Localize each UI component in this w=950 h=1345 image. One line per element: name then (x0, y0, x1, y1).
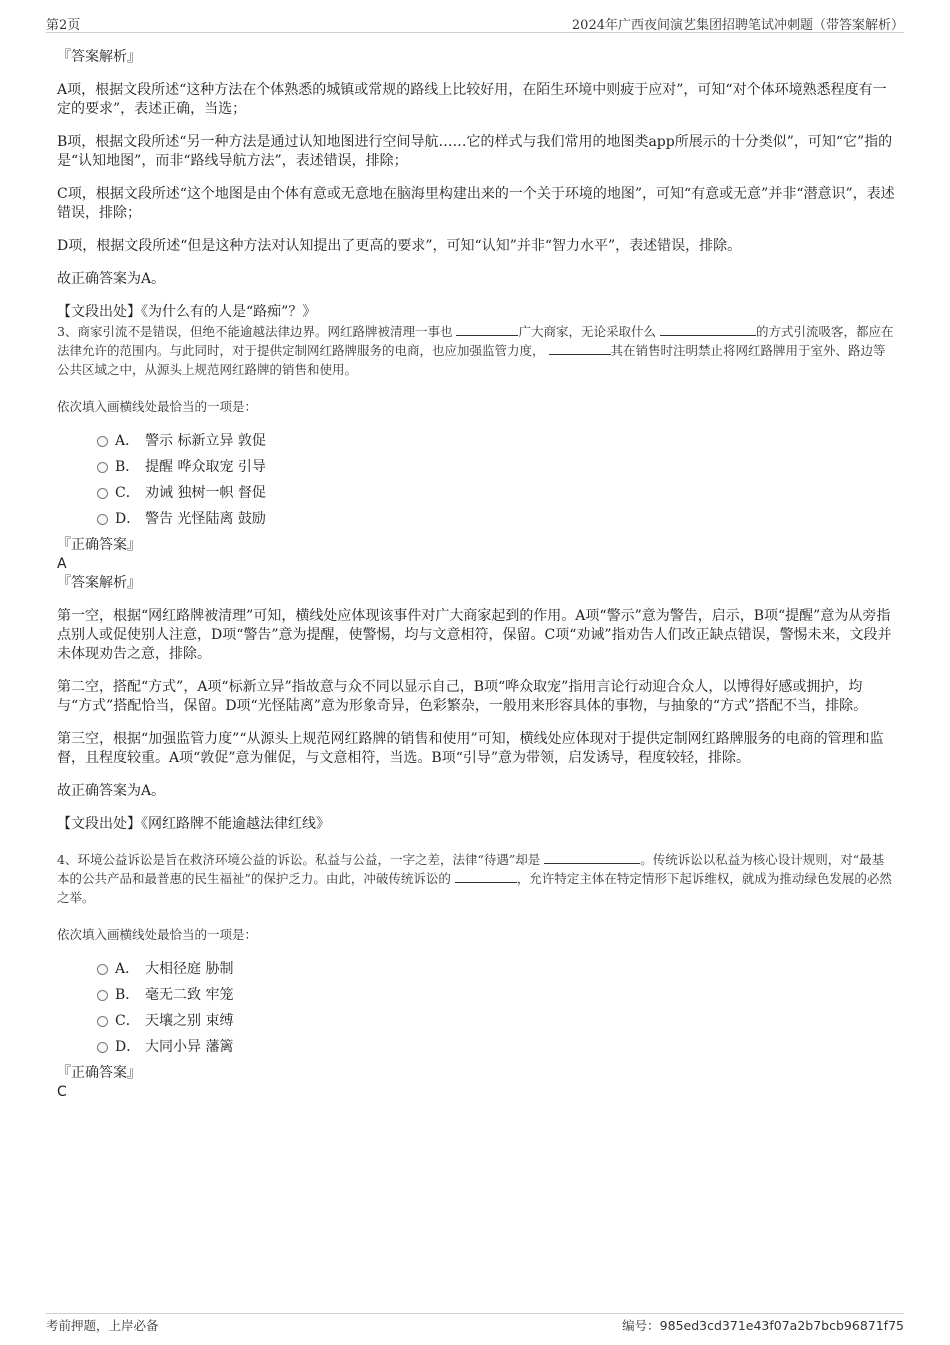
q4-answer: C (57, 1084, 67, 1100)
q4-stem: 4、环境公益诉讼是旨在救济环境公益的诉讼。私益与公益，一字之差，法律“待遇”却是 。传统诉讼以私益为核心设计规则，对“最基本的公共产品和最普惠的民生福祉”的保护乏力。由此，冲破传统诉讼的 ，允许特定主体在特定情形下起诉维权，就成为推动绿色发展的必然之举。 (57, 852, 892, 905)
q3-option-b[interactable]: B． 提醒 哗众取宠 引导 (57, 454, 895, 480)
footer-slogan: 考前押题，上岸必备 (46, 1318, 159, 1333)
radio-icon[interactable] (97, 514, 108, 525)
q3-option-a[interactable]: A． 警示 标新立异 敦促 (57, 428, 895, 454)
q3-prompt: 依次填入画横线处最恰当的一项是： (57, 399, 258, 414)
q3-option-c[interactable]: C． 劝诫 独树一帜 督促 (57, 480, 895, 506)
q3-option-d[interactable]: D． 警告 光怪陆离 鼓励 (57, 506, 895, 532)
document-body (57, 48, 895, 1102)
q3-blank-3 (549, 341, 611, 355)
q2-analysis-c: C项，根据文段所述“这个地图是由个体有意或无意地在脑海里构建出来的一个关于环境的地图”，可知“有意或无意”并非“潜意识”，表述错误，排除； (57, 186, 895, 221)
q4-blank-1 (544, 850, 640, 864)
radio-icon[interactable] (97, 436, 108, 447)
page-header (46, 14, 904, 33)
q3-analysis-heading: 『答案解析』 (57, 575, 141, 591)
q3-analysis-3: 第三空，根据“加强监管力度”“从源头上规范网红路牌的销售和使用”可知，横线处应体现对于提供定制网红路牌服务的电商的管理和监督，且程度较重。A项“敦促”意为催促，与文意相符，当选。B项“引导”意为带领，启发诱导，程度较轻，排除。 (57, 731, 884, 766)
q4-prompt: 依次填入画横线处最恰当的一项是： (57, 927, 258, 942)
document-code: 编号：985ed3cd371e43f07a2b7bcb96871f75 (622, 1318, 904, 1333)
q4-blank-2 (455, 869, 517, 883)
q2-analysis-b: B项，根据文段所述“另一种方法是通过认知地图进行空间导航……它的样式与我们常用的地图类app所展示的十分类似”，可知“它”指的是“认知地图”，而非“路线导航方法”，表述错误，排除； (57, 134, 893, 169)
q2-source: 【文段出处】《为什么有的人是“路痴”？》 (57, 304, 317, 320)
q3-conclusion: 故正确答案为A。 (57, 783, 166, 799)
q2-analysis-heading: 『答案解析』 (57, 49, 141, 65)
q4-option-b[interactable]: B． 毫无二致 牢笼 (57, 982, 895, 1008)
page-footer (46, 1313, 904, 1333)
q4-options (57, 956, 895, 1060)
q4-answer-heading: 『正确答案』 (57, 1065, 141, 1081)
q2-analysis-a: A项，根据文段所述“这种方法在个体熟悉的城镇或常规的路线上比较好用，在陌生环境中则疲于应对”，可知“对个体环境熟悉程度有一定的要求”，表述正确，当选； (57, 82, 887, 117)
q2-analysis-d: D项，根据文段所述“但是这种方法对认知提出了更高的要求”，可知“认知”并非“智力水平”，表述错误，排除。 (57, 238, 742, 254)
radio-icon[interactable] (97, 964, 108, 975)
radio-icon[interactable] (97, 990, 108, 1001)
radio-icon[interactable] (97, 1042, 108, 1053)
document-title: 2024年广西夜间演艺集团招聘笔试冲刺题（带答案解析） (571, 18, 904, 33)
q3-answer: A (57, 556, 67, 572)
q4-option-c[interactable]: C． 天壤之别 束缚 (57, 1008, 895, 1034)
radio-icon[interactable] (97, 462, 108, 473)
q3-analysis-2: 第二空，搭配“方式”，A项“标新立异”指故意与众不同以显示自己，B项“哗众取宠”指用言论行动迎合众人，以博得好感或拥护，均与“方式”搭配恰当，保留。D项“光怪陆离”意为形象奇异，色彩繁杂，一般用来形容具体的事物，与抽象的“方式”搭配不当，排除。 (57, 679, 868, 714)
radio-icon[interactable] (97, 1016, 108, 1027)
radio-icon[interactable] (97, 488, 108, 499)
page-number: 第2页 (46, 18, 81, 33)
q3-source: 【文段出处】《网红路牌不能逾越法律红线》 (57, 816, 330, 832)
q3-stem: 3、商家引流不是错误，但绝不能逾越法律边界。网红路牌被清理一事也 广大商家，无论采取什么 的方式引流吸客，都应在法律允许的范围内。与此同时，对于提供定制网红路牌服务的电商，也应加强监管力度， 其在销售时注明禁止将网红路牌用于室外、路边等公共区域之中，从源头上规范网红路牌的销售和使用。 (57, 324, 894, 377)
q4-option-d[interactable]: D． 大同小异 藩篱 (57, 1034, 895, 1060)
q4-option-a[interactable]: A． 大相径庭 胁制 (57, 956, 895, 982)
q3-blank-2 (660, 322, 756, 336)
q3-blank-1 (456, 322, 518, 336)
q3-options (57, 428, 895, 532)
q3-analysis-1: 第一空，根据“网红路牌被清理”可知，横线处应体现该事件对广大商家起到的作用。A项“警示”意为警告，启示，B项“提醒”意为从旁指点别人或促使别人注意，D项“警告”意为提醒，使警惕，均与文意相符，保留。C项“劝诫”指劝告人们改正缺点错误，警惕未来，文段并未体现劝告之意，排除。 (57, 608, 892, 662)
q2-conclusion: 故正确答案为A。 (57, 271, 166, 287)
q3-answer-heading: 『正确答案』 (57, 537, 141, 553)
